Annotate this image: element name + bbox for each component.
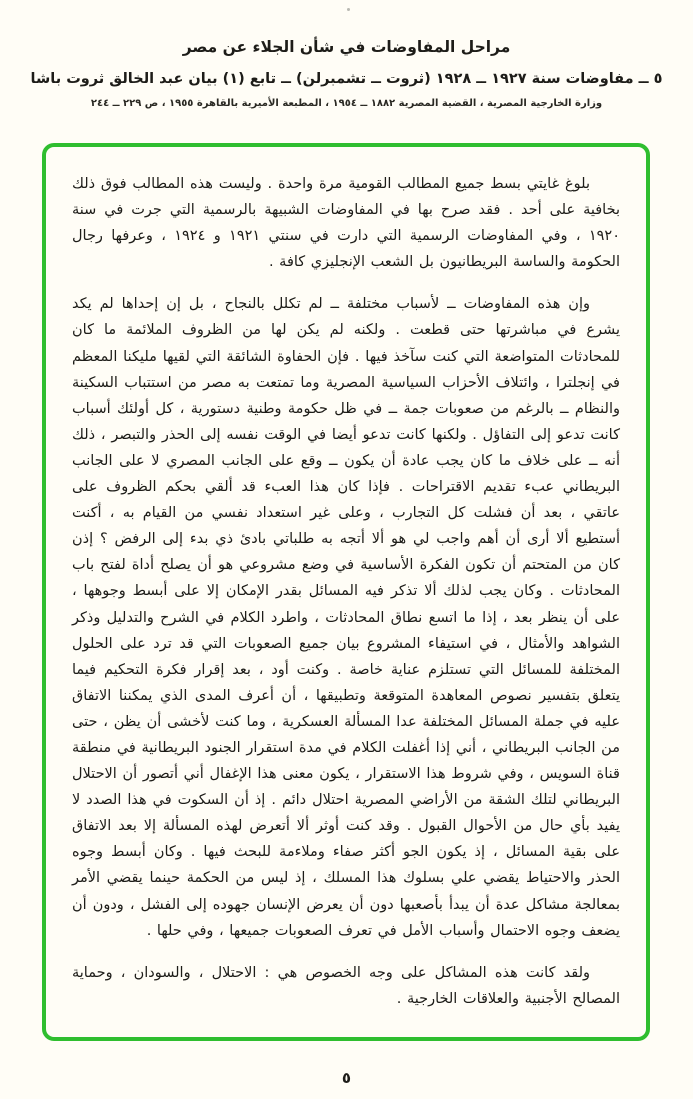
document-title: مراحل المفاوضات في شأن الجلاء عن مصر	[182, 38, 511, 56]
document-header	[0, 0, 693, 109]
text-frame	[42, 143, 650, 1041]
body-paragraph: ولقد كانت هذه المشاكل على وجه الخصوص هي : الاحتلال ، والسودان ، وحماية المصالح الأجنبية والعلاقات الخارجية .	[72, 964, 620, 1007]
document-subtitle: ٥ ــ مفاوضات سنة ١٩٢٧ ــ ١٩٢٨ (ثروت ــ تشمبرلن) ــ تابع (١) بيان عبد الخالق ثروت باشا	[30, 71, 663, 87]
body-paragraph: بلوغ غايتي بسط جميع المطالب القومية مرة واحدة . وليست هذه المطالب فوق ذلك بخافية على أحد . فقد صرح بها في المفاوضات الشبيهة بالرسمية التي جرت في سنة ١٩٢٠ ، وفي المفاوضات الرسمية التي دارت في سنتي ١٩٢١ و ١٩٢٤ ، وعرفها رجال الحكومة والساسة البريطانيون بل الشعب الإنجليزي كافة .	[72, 176, 620, 271]
scan-artifact-dot	[347, 8, 350, 11]
body-paragraph: وإن هذه المفاوضات ــ لأسباب مختلفة ــ لم تكلل بالنجاح ، بل إن إحداها لم يكد يشرع في مباشرتها حتى قطعت . ولكنه لم يكن لها من الظروف الملائمة ما كان للمحادثات المتواضعة التي كنت سآخذ فيها . فإن الحفاوة الشائقة التي لقيها مليكنا المعظم في إنجلترا ، وائتلاف الأحزاب السياسية المصرية وما تمتعت به مصر من استتباب السكينة والنظام ــ بالرغم من صعوبات جمة ــ في ظل حكومة وطنية دستورية ، كل أولئك أسباب كانت تدعو إلى التفاؤل . ولكنها كانت تدعو أيضا في الوقت نفسه إلى الحذر والتبصر ، ذلك أنه ــ على خلاف ما كان يجب عادة أن يكون ــ وقع على الجانب المصري لا على الجانب البريطاني عبء تقديم الاقتراحات . فإذا كان هذا العبء قد ألقي بحكم الظروف على عاتقي ، بعد أن فشلت كل التجارب ، وعلى غير استعداد نفسي من القيام به ، أكنت أستطيع ألا أرى أن أهم واجب لي هو ألا أتجه به طلباتي بادئ ذي بدء إلى الرفض ؟ إذن كان من المتحتم أن تكون الفكرة الأساسية في وضع مشروعي هو أن يصلح أداة لفتح باب المحادثات . وكان يجب لذلك ألا تذكر فيه المسائل بقدر الإمكان إلا على أبسط وجوهها ، على أن ينظر بعد ، إذا ما اتسع نطاق المحادثات ، واطرد الكلام في الشرح والتدليل وذكر الشواهد والأمثال ، في استيفاء المشروع بيان جميع الصعوبات التي قد ترد على الحلول المختلفة للمسائل التي تستلزم عناية خاصة . وكنت أود ، بعد إقرار فكرة التحكيم فيما يتعلق بتفسير نصوص المعاهدة المتوقعة وتطبيقها ، أن أعرف المدى الذي يمكننا الاتفاق عليه في جملة المسائل المختلفة عدا المسألة العسكرية ، وما كنت لأخشى أن يظن ، حتى من الجانب البريطاني ، أني إذا أغفلت الكلام في مدة استقرار الجنود البريطانية في منطقة قناة السويس ، وفي شروط هذا الاستقرار ، يكون معنى هذا الإغفال أني أتصور أن الاحتلال البريطاني لتلك الشقة من الأراضي المصرية احتلال دائم . إذ أن السكوت في هذا الصدد لا يفيد بأي حال من الأحوال القبول . وقد كنت أوثر ألا أتعرض لهذه المسألة إلا بعد الاتفاق على بقية المسائل ، إذ يكون الجو أكثر صفاء وملاءمة للبحث فيها . وكان أبسط وجوه الحذر والاحتياط يقضي علي بسلوك هذا المسلك ، إذ ليس من الحكمة حينما يقضي الأمر بمعالجة مشاكل عدة أن يبدأ بأصعبها دون أن يعرض الإنسان جهوده إلى الفشل ، ودون أن يضعف وجوه الاحتمال وأسباب الأمل في تعرف الصعوبات جميعها ، وفي حلها .	[72, 296, 620, 939]
page-footer	[0, 1068, 693, 1087]
source-citation: وزارة الخارجية المصرية ، القضية المصرية ١٨٨٢ ــ ١٩٥٤ ، المطبعة الأميرية بالقاهرة ١٩٥٥ ، ص ٢٢٩ ــ ٢٤٤	[90, 98, 603, 109]
page-number: ٥	[341, 1069, 352, 1087]
